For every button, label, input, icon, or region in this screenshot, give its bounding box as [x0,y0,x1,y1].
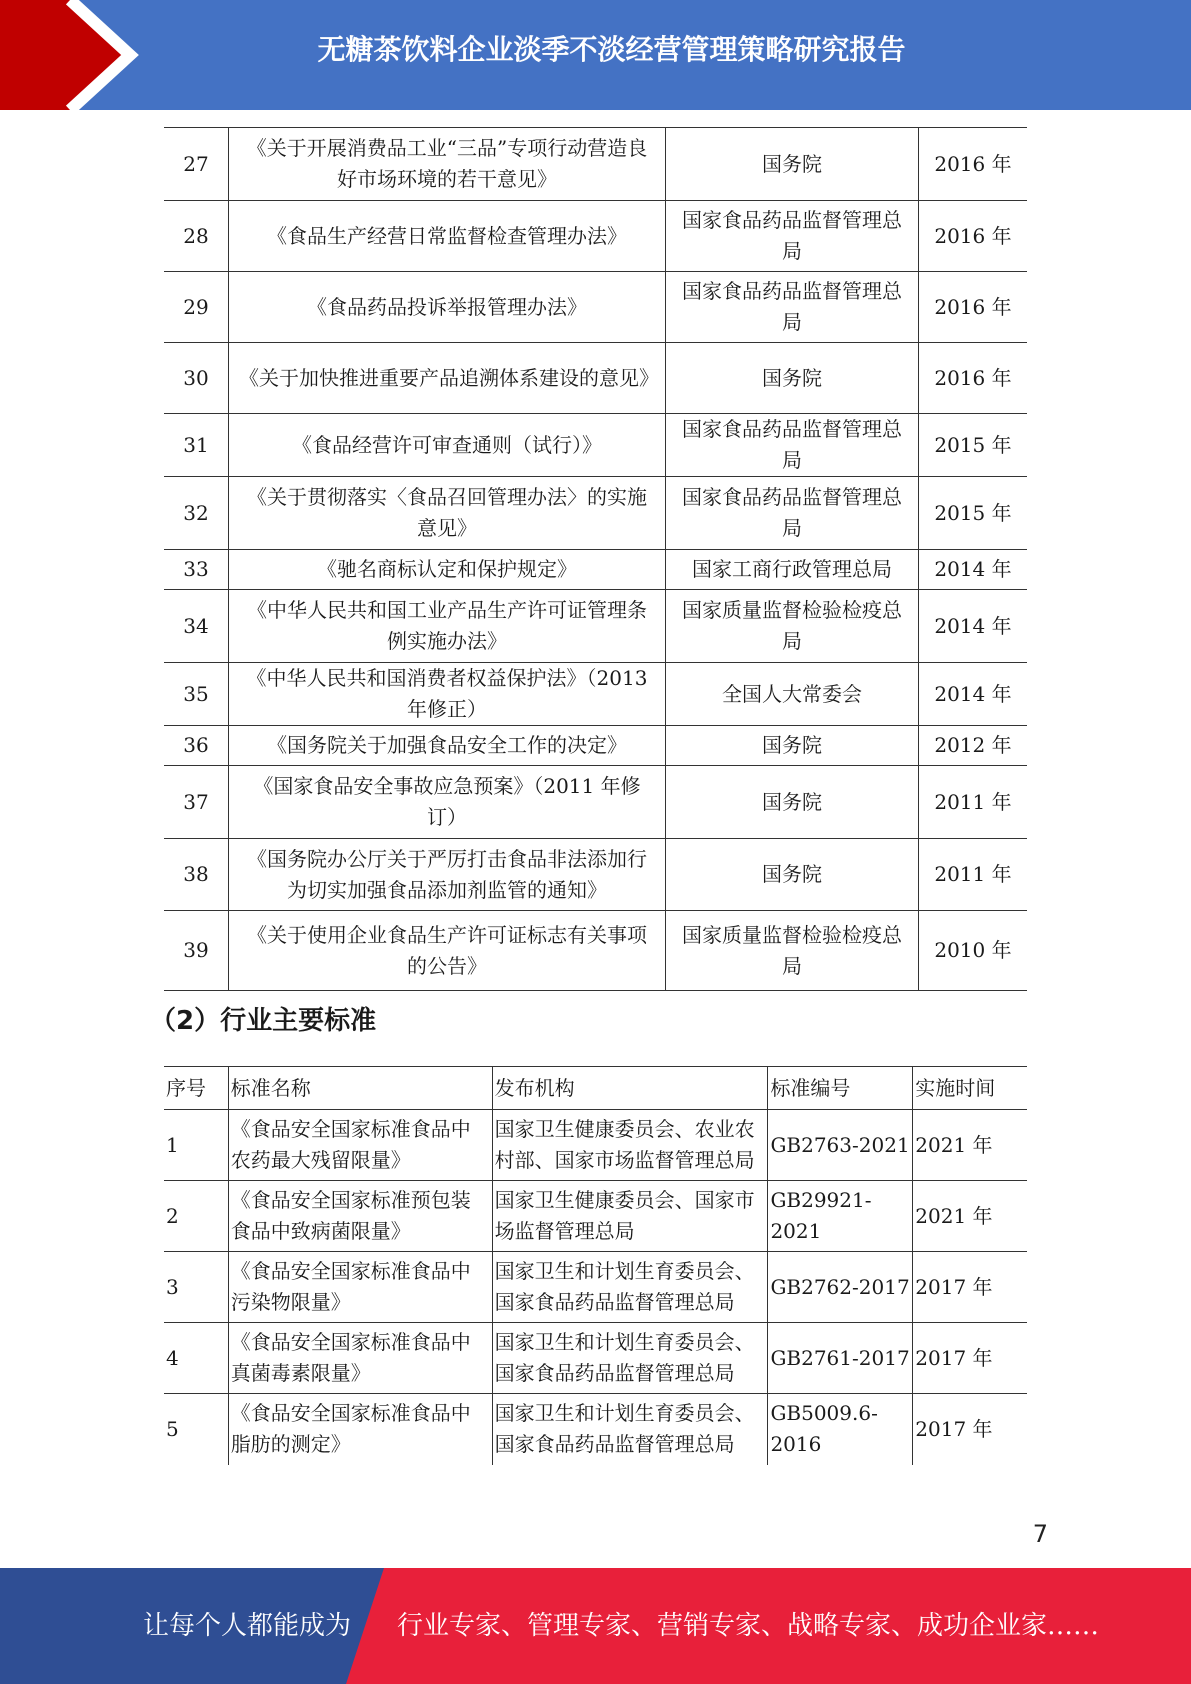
effective-date: 2021 年 [913,1110,1027,1181]
issue-year: 2016 年 [919,128,1028,201]
effective-date: 2017 年 [913,1394,1027,1465]
standard-name: 《食品安全国家标准食品中农药最大残留限量》 [228,1110,492,1181]
row-number: 30 [164,343,229,414]
row-number: 32 [164,477,229,550]
row-number: 39 [164,911,229,991]
column-header: 实施时间 [913,1067,1027,1110]
issuing-body: 国务院 [666,766,919,839]
row-number: 27 [164,128,229,201]
standard-name: 《食品安全国家标准食品中真菌毒素限量》 [228,1323,492,1394]
row-number: 31 [164,414,229,477]
policy-name: 《国务院办公厅关于严厉打击食品非法添加行为切实加强食品添加剂监管的通知》 [229,839,666,911]
effective-date: 2017 年 [913,1252,1027,1323]
table-row [164,1394,1027,1465]
table-row [164,590,1027,663]
row-number: 34 [164,590,229,663]
issue-year: 2016 年 [919,343,1028,414]
issue-year: 2011 年 [919,839,1028,911]
table-header-row [164,1067,1027,1110]
issuing-body: 国家食品药品监督管理总局 [666,414,919,477]
issue-year: 2015 年 [919,477,1028,550]
table-row [164,726,1027,766]
table-row [164,1323,1027,1394]
row-number: 38 [164,839,229,911]
policy-table [164,127,1027,991]
issuing-body: 国家食品药品监督管理总局 [666,272,919,343]
issuing-body: 国家卫生和计划生育委员会、国家食品药品监督管理总局 [492,1252,768,1323]
policy-name: 《中华人民共和国工业产品生产许可证管理条例实施办法》 [229,590,666,663]
policy-name: 《国务院关于加强食品安全工作的决定》 [229,726,666,766]
issue-year: 2014 年 [919,550,1028,590]
policy-name: 《国家食品安全事故应急预案》（2011 年修订） [229,766,666,839]
table-row [164,272,1027,343]
issuing-body: 国务院 [666,726,919,766]
standard-name: 《食品安全国家标准食品中脂肪的测定》 [228,1394,492,1465]
issuing-body: 国家质量监督检验检疫总局 [666,590,919,663]
column-header: 发布机构 [492,1067,768,1110]
standard-code: GB2762-2017 [768,1252,913,1323]
row-number: 1 [164,1110,228,1181]
issuing-body: 国家工商行政管理总局 [666,550,919,590]
table-row [164,1252,1027,1323]
row-number: 2 [164,1181,228,1252]
row-number: 4 [164,1323,228,1394]
row-number: 3 [164,1252,228,1323]
standard-name: 《食品安全国家标准预包装食品中致病菌限量》 [228,1181,492,1252]
table-row [164,663,1027,726]
effective-date: 2017 年 [913,1323,1027,1394]
table-row [164,128,1027,201]
policy-name: 《食品经营许可审查通则（试行）》 [229,414,666,477]
table-row [164,766,1027,839]
issuing-body: 国务院 [666,839,919,911]
table-row [164,477,1027,550]
column-header: 序号 [164,1067,228,1110]
table-row [164,1181,1027,1252]
policy-name: 《驰名商标认定和保护规定》 [229,550,666,590]
row-number: 29 [164,272,229,343]
standard-code: GB2763-2021 [768,1110,913,1181]
column-header: 标准编号 [768,1067,913,1110]
row-number: 33 [164,550,229,590]
report-title: 无糖茶饮料企业淡季不淡经营管理策略研究报告 [317,33,906,66]
issuing-body: 国务院 [666,128,919,201]
policy-name: 《中华人民共和国消费者权益保护法》（2013 年修正） [229,663,666,726]
issuing-body: 国家卫生健康委员会、国家市场监督管理总局 [492,1181,768,1252]
policy-name: 《食品生产经营日常监督检查管理办法》 [229,201,666,272]
table-row [164,414,1027,477]
issuing-body: 国家卫生和计划生育委员会、国家食品药品监督管理总局 [492,1323,768,1394]
page-number: 7 [1032,1520,1048,1548]
page-header [0,0,1191,110]
issue-year: 2014 年 [919,590,1028,663]
row-number: 28 [164,201,229,272]
effective-date: 2021 年 [913,1181,1027,1252]
issuing-body: 国家质量监督检验检疫总局 [666,911,919,991]
page-footer [0,1568,1191,1684]
issuing-body: 国家食品药品监督管理总局 [666,201,919,272]
policy-name: 《关于使用企业食品生产许可证标志有关事项的公告》 [229,911,666,991]
policy-name: 《食品药品投诉举报管理办法》 [229,272,666,343]
table-row [164,839,1027,911]
table-row [164,911,1027,991]
section-heading: （2）行业主要标准 [150,1006,377,1036]
row-number: 35 [164,663,229,726]
footer-slogan-right: 行业专家、管理专家、营销专家、战略专家、成功企业家…… [397,1611,1100,1641]
issuing-body: 国务院 [666,343,919,414]
standard-name: 《食品安全国家标准食品中污染物限量》 [228,1252,492,1323]
issue-year: 2010 年 [919,911,1028,991]
standard-code: GB29921-2021 [768,1181,913,1252]
issuing-body: 全国人大常委会 [666,663,919,726]
row-number: 37 [164,766,229,839]
standards-table [164,1066,1027,1465]
policy-name: 《关于开展消费品工业“三品”专项行动营造良好市场环境的若干意见》 [229,128,666,201]
issue-year: 2012 年 [919,726,1028,766]
standard-code: GB5009.6-2016 [768,1394,913,1465]
issuing-body: 国家卫生和计划生育委员会、国家食品药品监督管理总局 [492,1394,768,1465]
issue-year: 2016 年 [919,272,1028,343]
issue-year: 2014 年 [919,663,1028,726]
policy-name: 《关于加快推进重要产品追溯体系建设的意见》 [229,343,666,414]
issue-year: 2016 年 [919,201,1028,272]
issue-year: 2015 年 [919,414,1028,477]
issuing-body: 国家卫生健康委员会、农业农村部、国家市场监督管理总局 [492,1110,768,1181]
row-number: 36 [164,726,229,766]
table-row [164,1110,1027,1181]
issue-year: 2011 年 [919,766,1028,839]
table-row [164,343,1027,414]
standard-code: GB2761-2017 [768,1323,913,1394]
issuing-body: 国家食品药品监督管理总局 [666,477,919,550]
column-header: 标准名称 [228,1067,492,1110]
table-row [164,550,1027,590]
table-row [164,201,1027,272]
footer-slogan-left: 让每个人都能成为 [143,1611,352,1641]
policy-name: 《关于贯彻落实〈食品召回管理办法〉的实施意见》 [229,477,666,550]
row-number: 5 [164,1394,228,1465]
